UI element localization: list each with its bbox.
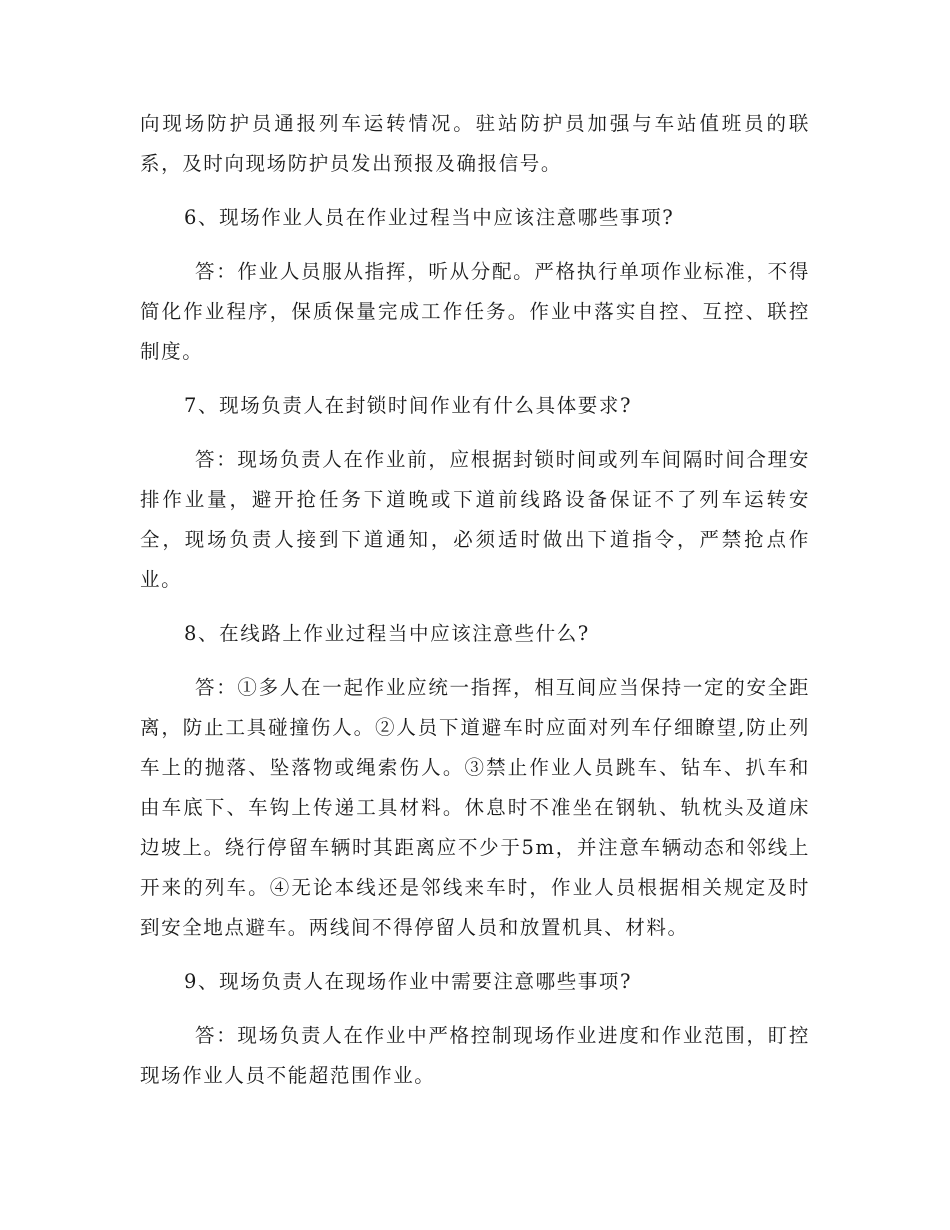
question-7: 7、现场负责人在封锁时间作业有什么具体要求? bbox=[184, 394, 633, 417]
answer-6: 答：作业人员服从指挥，听从分配。严格执行单项作业标准，不得简化作业程序，保质保量完成工作任务。作业中落实自控、互控、联控制度。 bbox=[140, 260, 810, 363]
answer-7: 答：现场负责人在作业前，应根据封锁时间或列车间隔时间合理安排作业量，避开抢任务下道晚或下道前线路设备保证不了列车运转安全，现场负责人接到下道通知，必须适时做出下道指令，严禁抢点作业。 bbox=[140, 448, 810, 591]
answer-9: 答：现场负责人在作业中严格控制现场作业进度和作业范围，盯控现场作业人员不能超范围作业。 bbox=[140, 1024, 810, 1087]
question-8: 8、在线路上作业过程当中应该注意些什么? bbox=[184, 622, 590, 645]
document-body bbox=[140, 104, 810, 1096]
continuation-paragraph: 向现场防护员通报列车运转情况。驻站防护员加强与车站值班员的联系，及时向现场防护员发出预报及确报信号。 bbox=[140, 112, 810, 175]
answer-8: 答：①多人在一起作业应统一指挥，相互间应当保持一定的安全距离，防止工具碰撞伤人。②人员下道避车时应面对列车仔细瞭望,防止列车上的抛落、坠落物或绳索伤人。③禁止作业人员跳车、钻车、扒车和由车底下、车钩上传递工具材料。休息时不准坐在钢轨、轨枕头及道床边坡上。绕行停留车辆时其距离应不少于5m，并注意车辆动态和邻线上开来的列车。④无论本线还是邻线来车时，作业人员根据相关规定及时到安全地点避车。两线间不得停留人员和放置机具、材料。 bbox=[140, 676, 810, 939]
question-6: 6、现场作业人员在作业过程当中应该注意哪些事项? bbox=[184, 206, 675, 229]
question-9: 9、现场负责人在现场作业中需要注意哪些事项? bbox=[184, 970, 633, 993]
